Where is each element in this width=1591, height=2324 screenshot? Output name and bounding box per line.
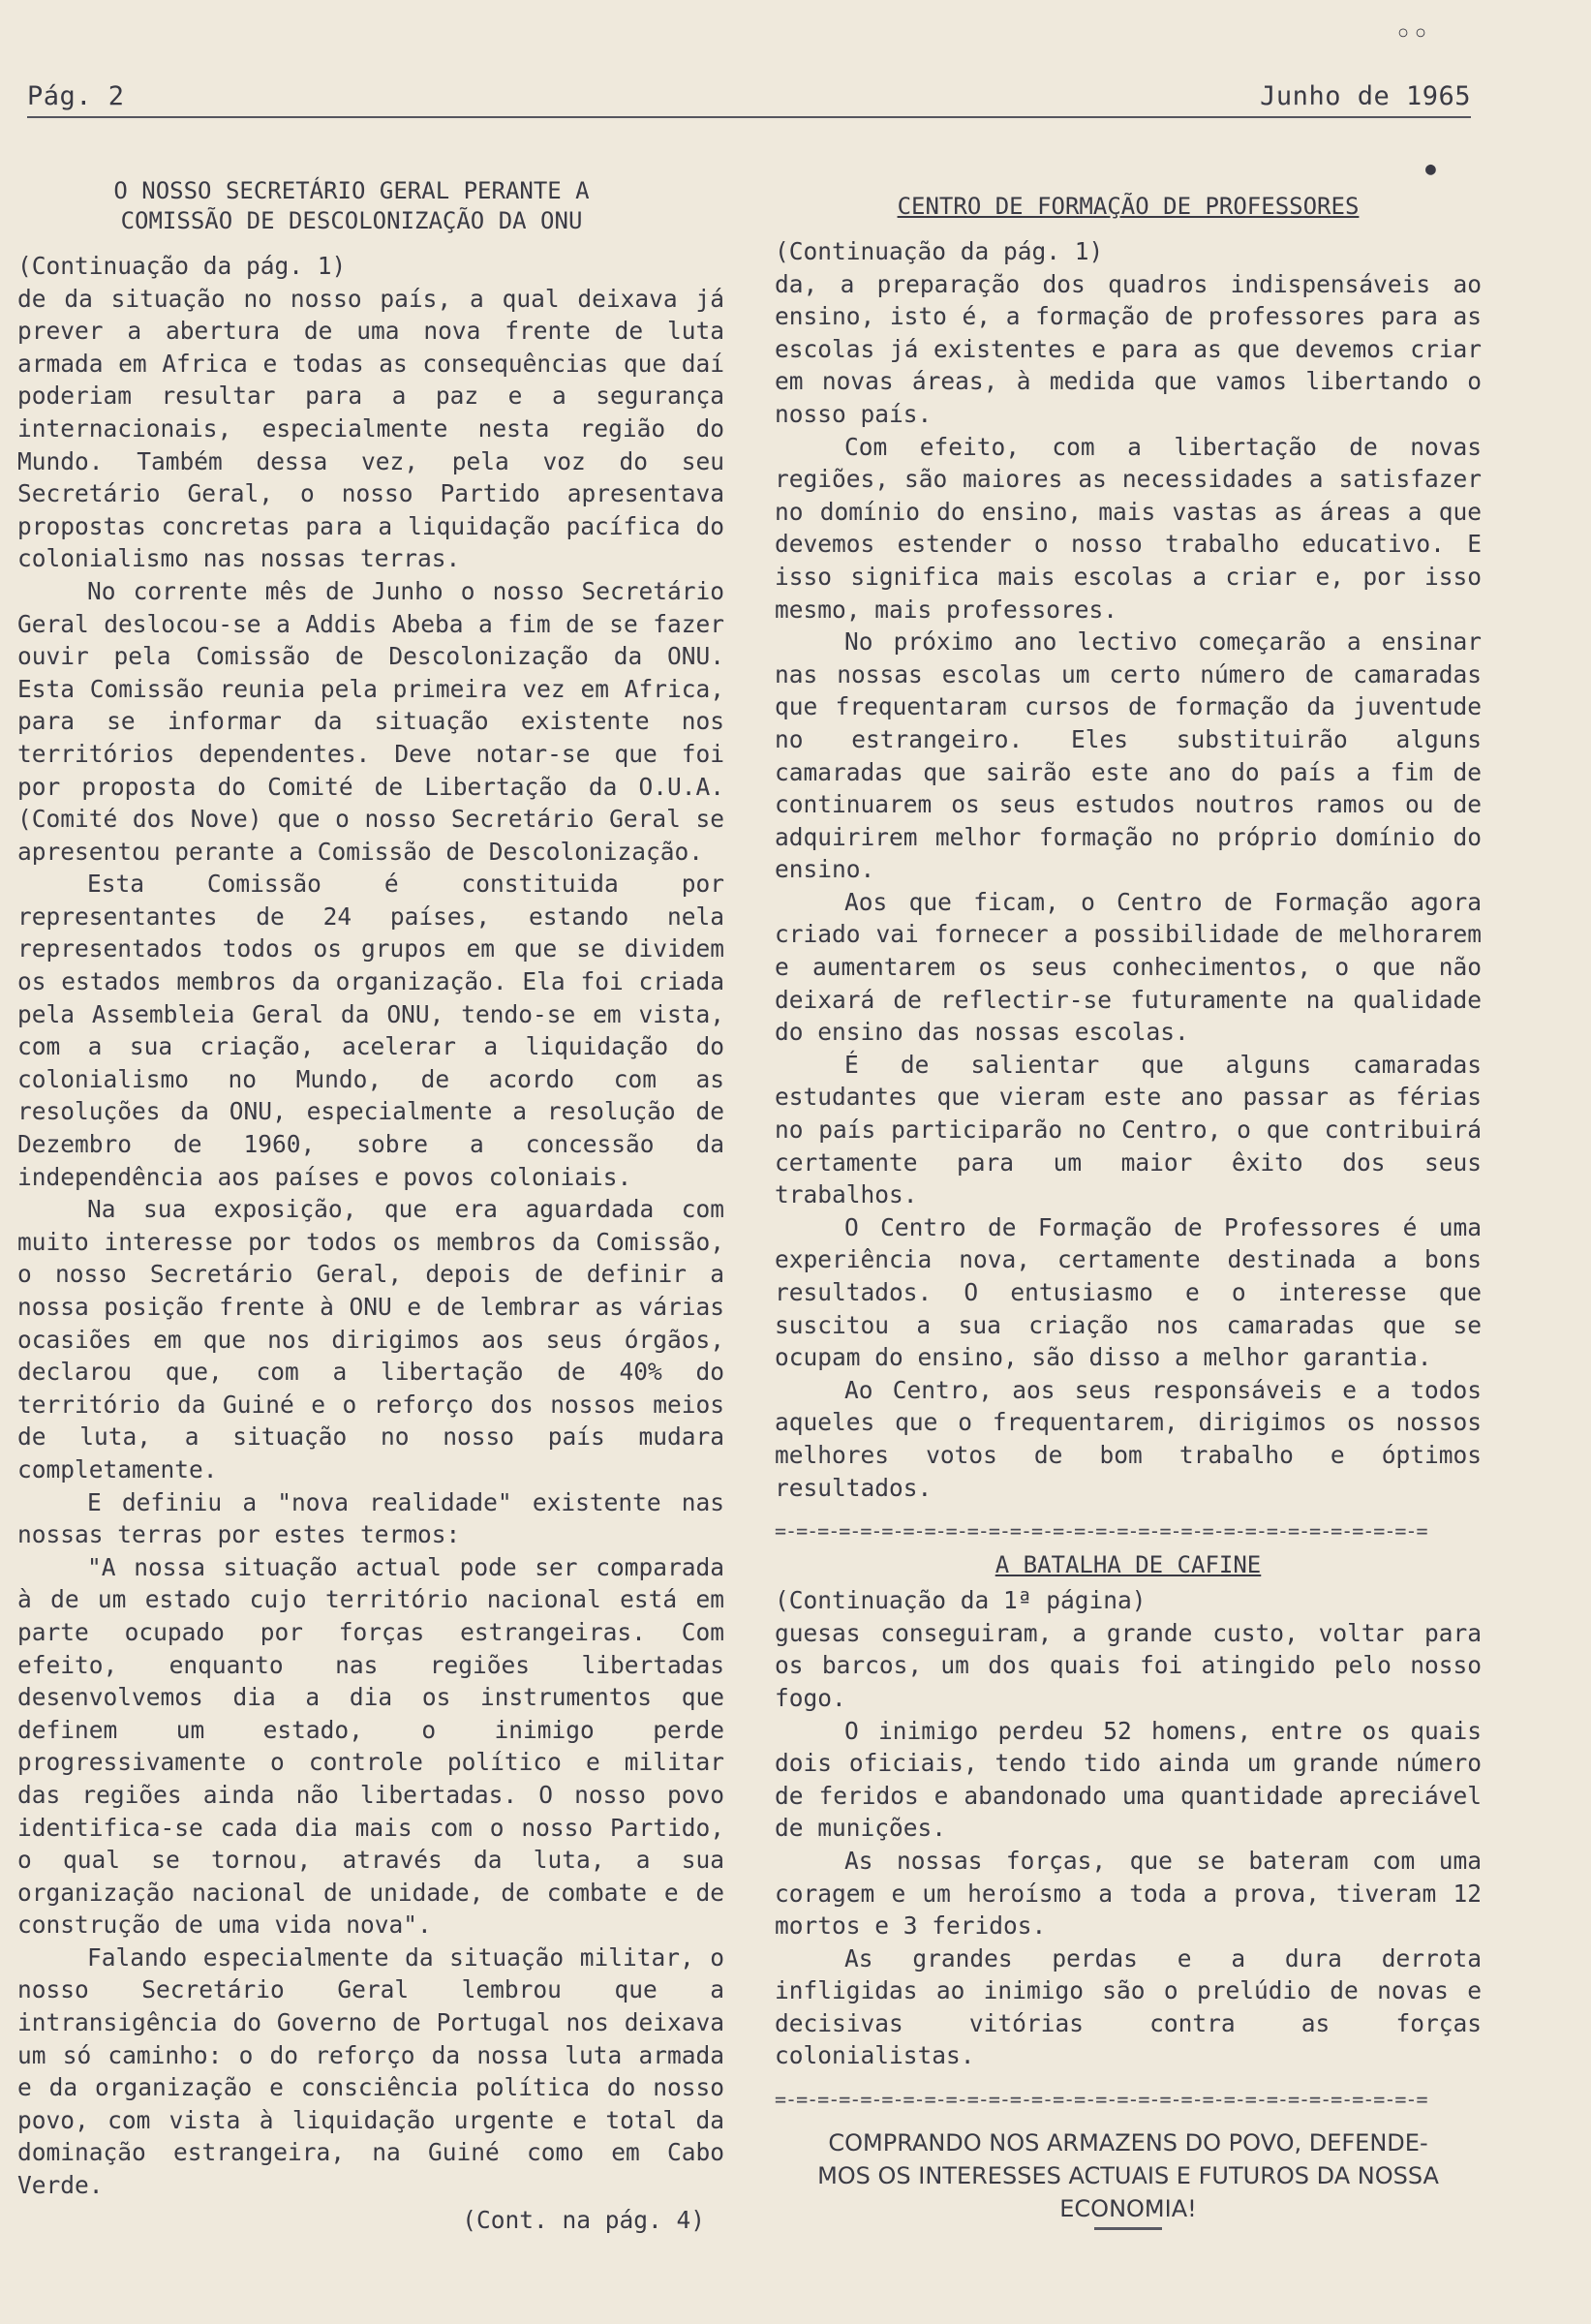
article-paragraph: No próximo ano lectivo começarão a ensinar nas nossas escolas um certo número de camaradas que frequentaram cursos de formação da juventude no estrangeiro. Eles substituirão alguns camaradas que sairão este ano do país a fim de continuarem os seus estudos noutros ramos ou de adquirirem melhor formação no próprio domínio do ensino. [775,627,1482,884]
economy-appeal [775,2126,1482,2230]
article-paragraph: O Centro de Formação de Professores é uma experiência nova, certamente destinada a bons resultados. O entusiasmo e o interesse que suscitou a sua criação nos camaradas que se ocupam do ensino, são disso a melhor garantia. [775,1212,1482,1372]
article-paragraph: Ao Centro, aos seus responsáveis e a todos aqueles que o frequentarem, dirigimos os nossos melhores votos de bom trabalho e óptimos resultados. [775,1375,1482,1502]
quote-paragraph: "A nossa situação actual pode ser comparada à de um estado cujo território nacional está em parte ocupado por forças estrangeiras. Com efeito, enquanto nas regiões libertadas desenvolvemos dia a dia os instrumentos que definem um estado, o inimigo perde progressivamente o controle político e militar das regiões ainda não libertadas. O nosso povo identifica-se cada dia mais com o nosso Partido, o qual se tornou, através da luta, a sua organização nacional de unidade, de combate e de construção de uma vida nova". [17,1552,724,1940]
article-paragraph: É de salientar que alguns camaradas estudantes que vieram este ano passar as férias no país participarão no Centro, o que contribuirá certamente para um maior êxito dos seus trabalhos. [775,1050,1482,1209]
article-paragraph: Falando especialmente da situação militar, o nosso Secretário Geral lembrou que a intransigência do Governo de Portugal nos deixava um só caminho: o do reforço da nossa luta armada e da organização e consciência política do nosso povo, com vista à liquidação urgente e total da dominação estrangeira, na Guiné como em Cabo Verde. [17,1942,724,2200]
article-title-line-2: COMISSÃO DE DESCOLONIZAÇÃO DA ONU [120,207,583,234]
section-separator: =-=-=-=-=-=-=-=-=-=-=-=-=-=-=-=-=-=-=-=-=-=-=-=-=-=-=-=-=-=-= [775,1519,1427,1544]
right-column [775,192,1482,2230]
article-paragraph: As nossas forças, que se bateram com uma coragem e um heroísmo a toda a prova, tiveram 12 mortos e 3 feridos. [775,1846,1482,1941]
continuation-note: (Continuação da pág. 1) [17,252,347,280]
article-paragraph: Aos que ficam, o Centro de Formação agora criado vai fornecer a possibilidade de melhorarem e aumentarem os seus conhecimentos, o que não deixará de reflectir-se futuramente na qualidade do ensino das nossas escolas. [775,887,1482,1047]
article-paragraph: Na sua exposição, que era aguardada com muito interesse por todos os membros da Comissão, o nosso Secretário Geral, depois de definir a nossa posição frente à ONU e de lembrar as várias ocasiões em que nos dirigimos aos seus órgãos, declarou que, com a libertação de 40% do território da Guiné e o reforço dos nossos meios de luta, a situação no nosso país mudara completamente. [17,1195,724,1483]
appeal-line-2: MOS OS INTERESSES ACTUAIS E FUTUROS DA NOSSA [817,2162,1439,2190]
continued-on-page-note: (Cont. na pág. 4) [462,2205,705,2234]
appeal-line-3: ECONOMIA! [1059,2195,1197,2223]
issue-date: Junho de 1965 [1260,81,1471,111]
article-paragraph: O inimigo perdeu 52 homens, entre os quais dois oficiais, tendo tido ainda um grande número de feridos e abandonado uma quantidade apreciável de munições. [775,1716,1482,1843]
article-title-line-1: O NOSSO SECRETÁRIO GERAL PERANTE A [113,177,590,204]
ink-blot-mark: ◦◦ [1394,17,1430,51]
appeal-line-1: COMPRANDO NOS ARMAZENS DO POVO, DEFENDE- [828,2129,1428,2157]
article-paragraph: de da situação no nosso país, a qual deixava já prever a abertura de uma nova frente de luta armada em Africa e todas as consequências que daí poderiam resultar para a paz e a segurança internacionais, especialmente nesta região do Mundo. Também dessa vez, pela voz do seu Secretário Geral, o nosso Partido apresentava propostas concretas para a liquidação pacífica do colonialismo nas nossas terras. [17,284,724,573]
article-title-secretary [17,176,724,236]
ink-dot-mark: ● [1425,159,1436,179]
article-paragraph: As grandes perdas e a dura derrota infligidas ao inimigo são o prelúdio de novas e decisivas vitórias contra as forças colonialistas. [775,1943,1482,2070]
section-separator: =-=-=-=-=-=-=-=-=-=-=-=-=-=-=-=-=-=-=-=-=-=-=-=-=-=-=-=-=-=-= [775,2088,1427,2112]
article-paragraph: da, a preparação dos quadros indispensáveis ao ensino, isto é, a formação de professores para as escolas já existentes e para as que devemos criar em novas áreas, à medida que vamos libertando o nosso país. [775,269,1482,428]
article-paragraph: guesas conseguiram, a grande custo, voltar para os barcos, um dos quais foi atingido pelo nosso fogo. [775,1618,1482,1712]
article-paragraph: Esta Comissão é constituida por representantes de 24 países, estando nela representados todos os grupos em que se dividem os estados membros da organização. Ela foi criada pela Assembleia Geral da ONU, tendo-se em vista, com a sua criação, acelerar a liquidação do colonialismo no Mundo, de acordo com as resoluções da ONU, especialmente a resolução de Dezembro de 1960, sobre a concessão da independência aos países e povos coloniais. [17,870,724,1191]
left-column [17,176,724,2236]
header-rule [27,116,1471,118]
article-paragraph: No corrente mês de Junho o nosso Secretário Geral deslocou-se a Addis Abeba a fim de se fazer ouvir pela Comissão de Descolonização da ONU. Esta Comissão reunia pela primeira vez em Africa, para se informar da situação existente nos territórios dependentes. Deve notar-se que foi por proposta do Comité de Libertação da O.U.A. (Comité dos Nove) que o nosso Secretário Geral se apresentou perante a Comissão de Descolonização. [17,576,724,866]
appeal-underline [1094,2227,1162,2230]
continuation-note: (Continuação da 1ª página) [775,1586,1147,1615]
article-paragraph: Com efeito, com a libertação de novas regiões, são maiores as necessidades a satisfazer no domínio do ensino, mais vastas as áreas a que devemos estender o nosso trabalho educativo. E isso significa mais escolas a criar e, por isso mesmo, mais professores. [775,432,1482,624]
continuation-note: (Continuação da pág. 1) [775,237,1104,265]
page-number: Pág. 2 [27,81,125,111]
article-title-teacher-centre: CENTRO DE FORMAÇÃO DE PROFESSORES [897,193,1360,220]
article-paragraph: E definiu a "nova realidade" existente nas nossas terras por estes termos: [17,1487,724,1549]
article-title-battle: A BATALHA DE CAFINE [994,1551,1262,1579]
